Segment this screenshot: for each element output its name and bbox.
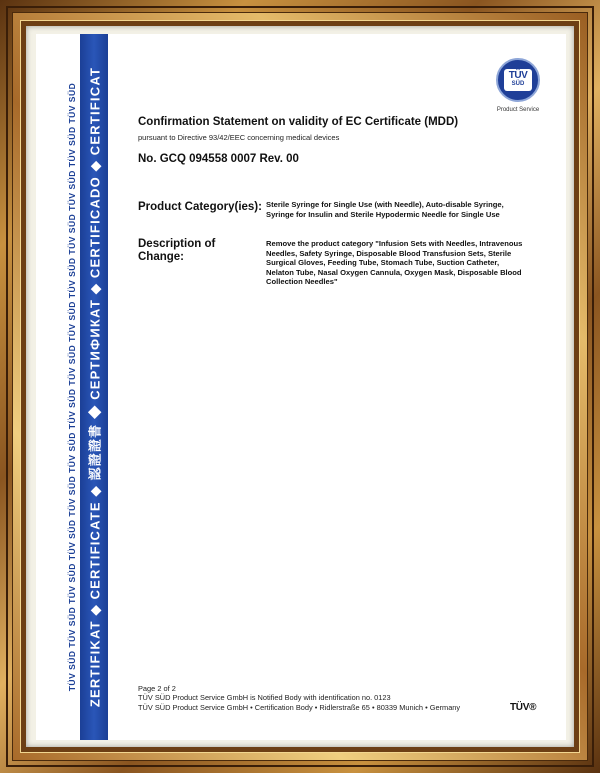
document-title: Confirmation Statement on validity of EC Certificate (MDD): [138, 116, 459, 128]
page-number: Page 2 of 2: [138, 684, 176, 693]
certificate-number: No. GCQ 094558 0007 Rev. 00: [138, 153, 299, 165]
certificate-side-stripe: [80, 34, 108, 740]
logo-tuv-text: TÜV: [508, 70, 528, 81]
certificate-side-edge: [64, 34, 80, 740]
description-value: Remove the product category "Infusion Sets with Needles, Intravenous Needles, Safety Syringe, Disposable Blood Transfusion Sets, Sterile Surgical Gloves, Feeding Tube, Stomach Tube, Suction Catheter, Nelaton Tube, Nasal Oxygen Cannula, Oxygen Mask, Disposable Blood Collection Needles": [266, 239, 523, 287]
logo-caption: Product Service: [496, 107, 540, 113]
footer-tuv-logo: TÜV®: [510, 702, 537, 713]
product-category-value: Sterile Syringe for Single Use (with Needle), Auto-disable Syringe, Syringe for Insulin and Sterile Hypodermic Needle for Single Use: [266, 200, 504, 219]
description-label: Description of Change:: [138, 238, 216, 263]
product-category-label: Product Category(ies):: [138, 201, 262, 213]
logo-sud-text: SÜD: [511, 81, 525, 87]
tuv-logo-badge: [504, 69, 532, 91]
certification-address: TÜV SÜD Product Service GmbH • Certification Body • Ridlerstraße 65 • 80339 Munich • Germany: [138, 703, 461, 712]
side-edge-text: TÜV SÜD TÜV SÜD TÜV SÜD TÜV SÜD TÜV SÜD TÜV SÜD TÜV SÜD TÜV SÜD TÜV SÜD TÜV SÜD TÜV SÜD TÜV SÜD TÜV SÜD TÜV SÜD: [67, 82, 77, 692]
notified-body-note: TÜV SÜD Product Service GmbH is Notified Body with identification no. 0123: [138, 693, 391, 702]
side-stripe-text: ZERTIFIKAT ◆ CERTIFICATE ◆ 認證證書 ◆ СЕРТИФИКАТ ◆ CERTIFICADO ◆ CERTIFICAT: [87, 66, 103, 708]
document-subtitle: pursuant to Directive 93/42/EEC concerning medical devices: [138, 133, 340, 142]
tuv-sud-logo: [496, 58, 540, 102]
